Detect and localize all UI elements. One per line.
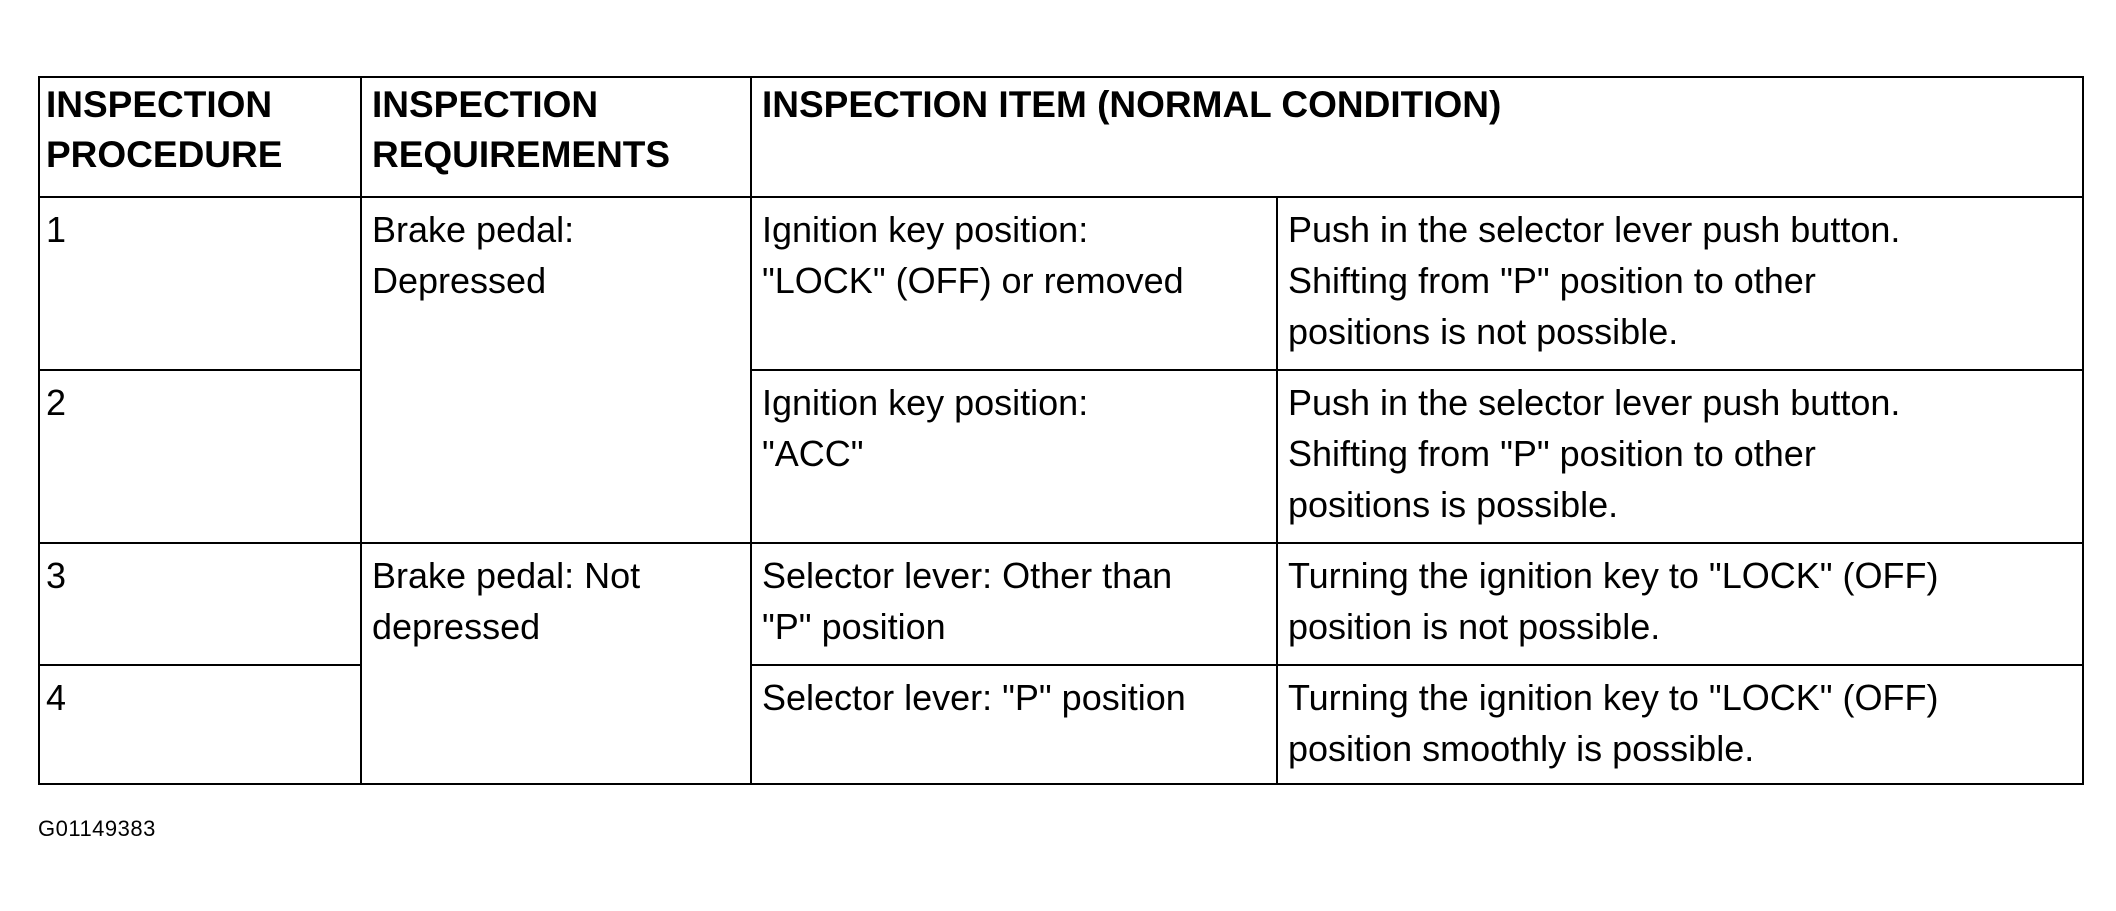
- header-inspection-item: INSPECTION ITEM (NORMAL CONDITION): [751, 77, 2083, 197]
- table-row: [39, 543, 2083, 665]
- result-cell: Turning the ignition key to "LOCK" (OFF) position smoothly is possible.: [1277, 665, 2083, 784]
- header-inspection-requirements: INSPECTION REQUIREMENTS: [361, 77, 751, 197]
- result-cell: Turning the ignition key to "LOCK" (OFF) position is not possible.: [1277, 543, 2083, 665]
- condition-cell: Selector lever: Other than "P" position: [751, 543, 1277, 665]
- result-cell: Push in the selector lever push button. Shifting from "P" position to other positions is possible.: [1277, 370, 2083, 543]
- procedure-number: 4: [39, 665, 361, 784]
- inspection-table: [38, 76, 2084, 785]
- table-row: [39, 197, 2083, 370]
- condition-cell: Selector lever: "P" position: [751, 665, 1277, 784]
- header-row: [39, 77, 2083, 197]
- header-inspection-procedure: INSPECTION PROCEDURE: [39, 77, 361, 197]
- condition-cell: Ignition key position: "ACC": [751, 370, 1277, 543]
- result-cell: Push in the selector lever push button. Shifting from "P" position to other positions is not possible.: [1277, 197, 2083, 370]
- procedure-number: 3: [39, 543, 361, 665]
- procedure-number: 1: [39, 197, 361, 370]
- condition-cell: Ignition key position: "LOCK" (OFF) or removed: [751, 197, 1277, 370]
- table-row: [39, 665, 2083, 784]
- figure-id-label: G01149383: [38, 816, 156, 841]
- requirement-cell: Brake pedal: Depressed: [361, 197, 751, 543]
- procedure-number: 2: [39, 370, 361, 543]
- requirement-cell: Brake pedal: Not depressed: [361, 543, 751, 784]
- table-row: [39, 370, 2083, 543]
